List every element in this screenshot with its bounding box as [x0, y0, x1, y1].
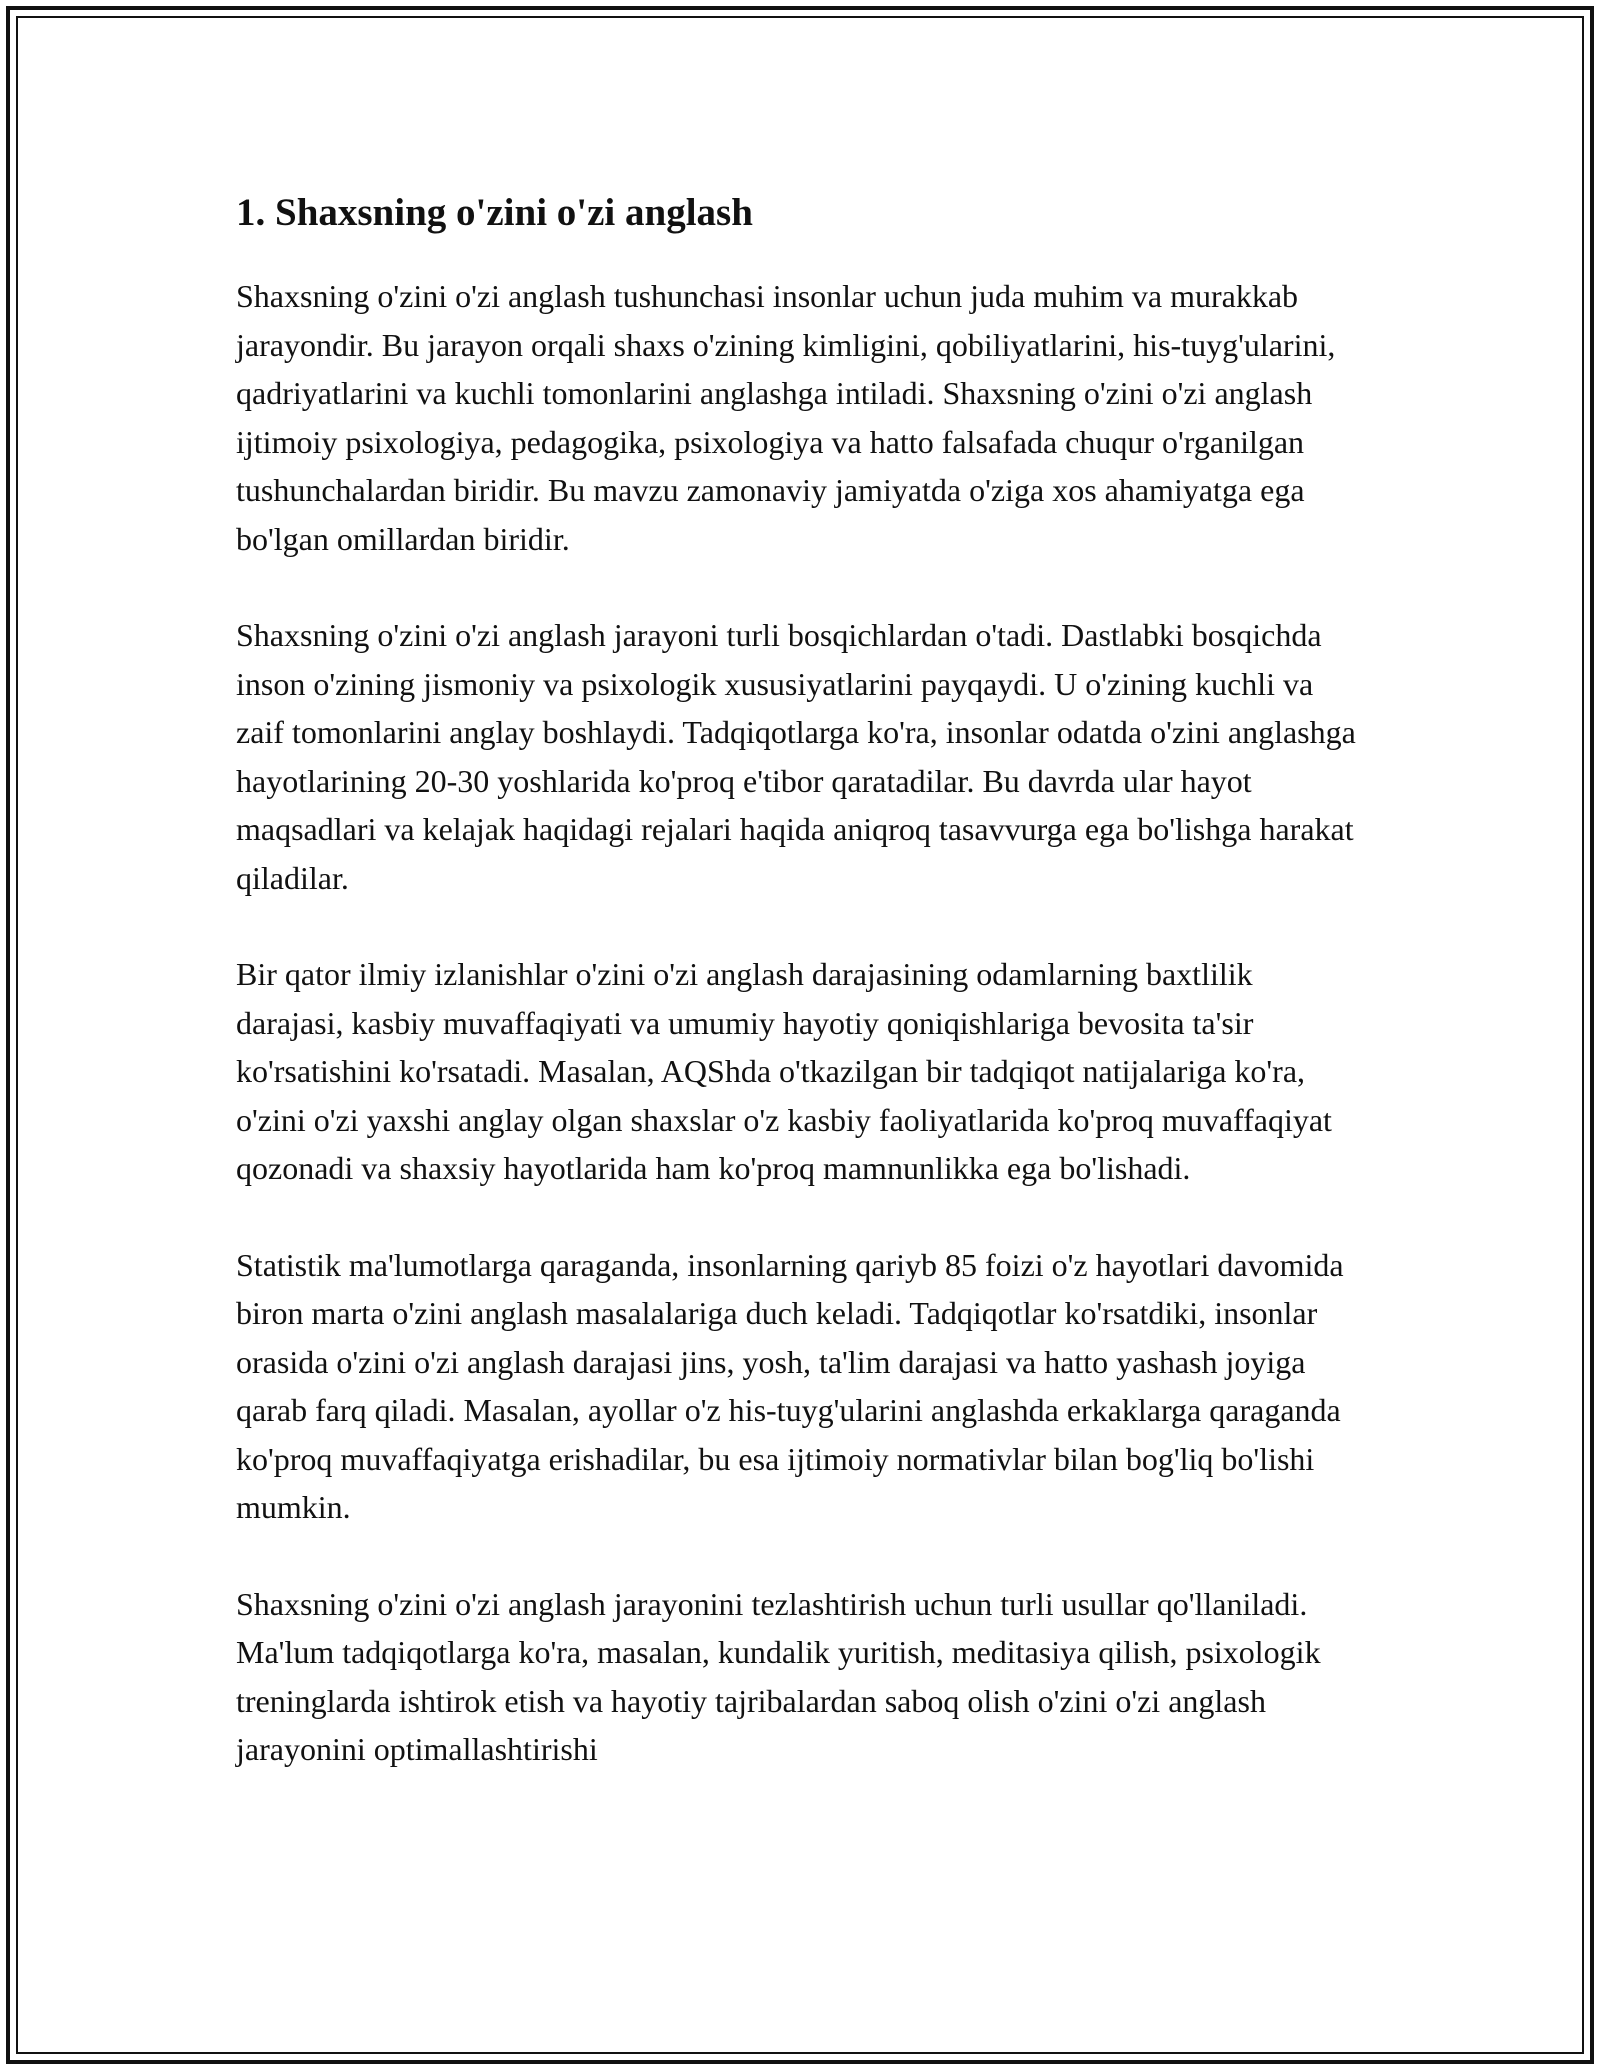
document-body [236, 186, 1366, 1822]
paragraph-4: Statistik ma'lumotlarga qaraganda, insonlarning qariyb 85 foizi o'z hayotlari davomida biron marta o'zini anglash masalalariga duch keladi. Tadqiqotlar ko'rsatdiki, insonlar orasida o'zini o'zi anglash darajasi jins, yosh, ta'lim darajasi va hatto yashash joyiga qarab farq qiladi. Masalan, ayollar o'z his-tuyg'ularini anglashda erkaklarga qaraganda ko'proq muvaffaqiyatga erishadilar, bu esa ijtimoiy normativlar bilan bog'liq bo'lishi mumkin. [236, 1246, 1344, 1525]
paragraph-3: Bir qator ilmiy izlanishlar o'zini o'zi anglash darajasining odamlarning baxtlilik darajasi, kasbiy muvaffaqiyati va umumiy hayotiy qoniqishlariga bevosita ta'sir ko'rsatishini ko'rsatadi. Masalan, AQShda o'tkazilgan bir tadqiqot natijalariga ko'ra, o'zini o'zi yaxshi anglay olgan shaxslar o'z kasbiy faoliyatlarida ko'proq muvaffaqiyat qozonadi va shaxsiy hayotlarida ham ko'proq mamnunlikka ega bo'lishadi. [236, 956, 1332, 1186]
section-heading: 1. Shaxsning o'zini o'zi anglash [236, 191, 753, 234]
paragraph-1: Shaxsning o'zini o'zi anglash tushunchasi insonlar uchun juda muhim va murakkab jarayondir. Bu jarayon orqali shaxs o'zining kimligini, qobiliyatlarini, his-tuyg'ularini, qadriyatlarini va kuchli tomonlarini anglashga intiladi. Shaxsning o'zini o'zi anglash ijtimoiy psixologiya, pedagogika, psixologiya va hatto falsafada chuqur o'rganilgan tushunchalardan biridir. Bu mavzu zamonaviy jamiyatda o'ziga xos ahamiyatga ega bo'lgan omillardan biridir. [236, 278, 1336, 557]
paragraph-5: Shaxsning o'zini o'zi anglash jarayonini tezlashtirish uchun turli usullar qo'llaniladi. Ma'lum tadqiqotlarga ko'ra, masalan, kundalik yuritish, meditasiya qilish, psixologik treninglarda ishtirok etish va hayotiy tajribalardan saboq olish o'zini o'zi anglash jarayonini optimallashtirishi [236, 1585, 1321, 1767]
paragraph-2: Shaxsning o'zini o'zi anglash jarayoni turli bosqichlardan o'tadi. Dastlabki bosqichda inson o'zining jismoniy va psixologik xususiyatlarini payqaydi. U o'zining kuchli va zaif tomonlarini anglay boshlaydi. Tadqiqotlarga ko'ra, insonlar odatda o'zini anglashga hayotlarining 20-30 yoshlarida ko'proq e'tibor qaratadilar. Bu davrda ular hayot maqsadlari va kelajak haqidagi rejalari haqida aniqroq tasavvurga ega bo'lishga harakat qiladilar. [236, 617, 1356, 896]
